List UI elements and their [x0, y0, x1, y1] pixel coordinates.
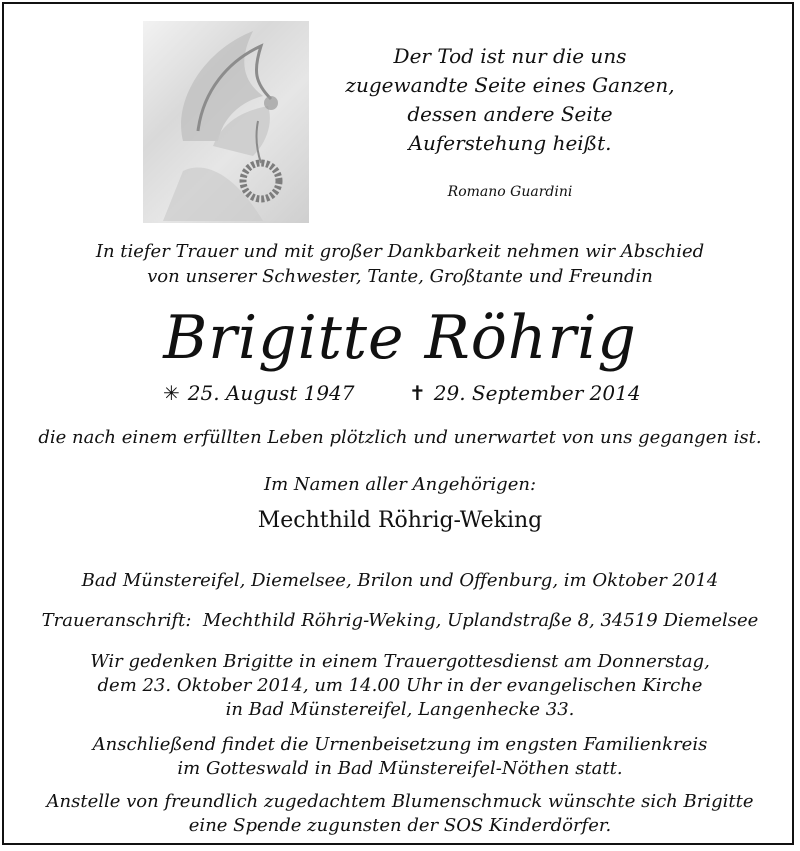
places-and-date: Bad Münstereifel, Diemelsee, Brilon und Offenburg, im Oktober 2014	[81, 570, 719, 591]
service-line: dem 23. Oktober 2014, um 14.00 Uhr in der evangelischen Kirche	[97, 675, 703, 696]
burial-line: Anschließend findet die Urnenbeisetzung im engsten Familienkreis	[92, 734, 708, 755]
quote-line: dessen andere Seite	[407, 102, 613, 126]
birth-date: 25. August 1947	[187, 381, 355, 405]
death-cross-icon: ✝	[409, 381, 426, 405]
angel-with-wreath-icon	[143, 21, 309, 223]
burial-line: im Gotteswald in Bad Münstereifel-Nöthen statt.	[177, 758, 623, 779]
service-line: in Bad Münstereifel, Langenhecke 33.	[225, 699, 575, 720]
donation-line: eine Spende zugunsten der SOS Kinderdörfer.	[188, 815, 612, 836]
birth-date-row	[163, 380, 355, 406]
donation-info	[0, 790, 800, 838]
birth-star-icon: ✳	[163, 381, 180, 405]
intro-line: In tiefer Trauer und mit großer Dankbarkeit nehmen wir Abschied	[95, 241, 705, 262]
mourning-address: Traueranschrift: Mechthild Röhrig-Weking, Uplandstraße 8, 34519 Diemelsee	[41, 610, 759, 631]
quote-line: Auferstehung heißt.	[408, 131, 612, 155]
intro-text	[0, 239, 800, 289]
quote-author: Romano Guardini	[447, 184, 573, 200]
intro-line: von unserer Schwester, Tante, Großtante und Freundin	[147, 266, 653, 287]
deceased-name: Brigitte Röhrig	[163, 303, 637, 373]
death-date: 29. September 2014	[433, 381, 641, 405]
passing-sentence: die nach einem erfüllten Leben plötzlich und unerwartet von uns gegangen ist.	[38, 427, 762, 448]
burial-info	[0, 733, 800, 781]
quote-line: zugewandte Seite eines Ganzen,	[345, 73, 675, 97]
quote-line: Der Tod ist nur die uns	[393, 44, 627, 68]
service-line: Wir gedenken Brigitte in einem Trauergottesdienst am Donnerstag,	[90, 651, 710, 672]
quote	[330, 42, 690, 158]
donation-line: Anstelle von freundlich zugedachtem Blumenschmuck wünschte sich Brigitte	[46, 791, 754, 812]
signer-name: Mechthild Röhrig-Weking	[257, 508, 543, 533]
death-date-row	[409, 380, 641, 406]
signature-label: Im Namen aller Angehörigen:	[263, 474, 537, 495]
service-info	[0, 650, 800, 722]
